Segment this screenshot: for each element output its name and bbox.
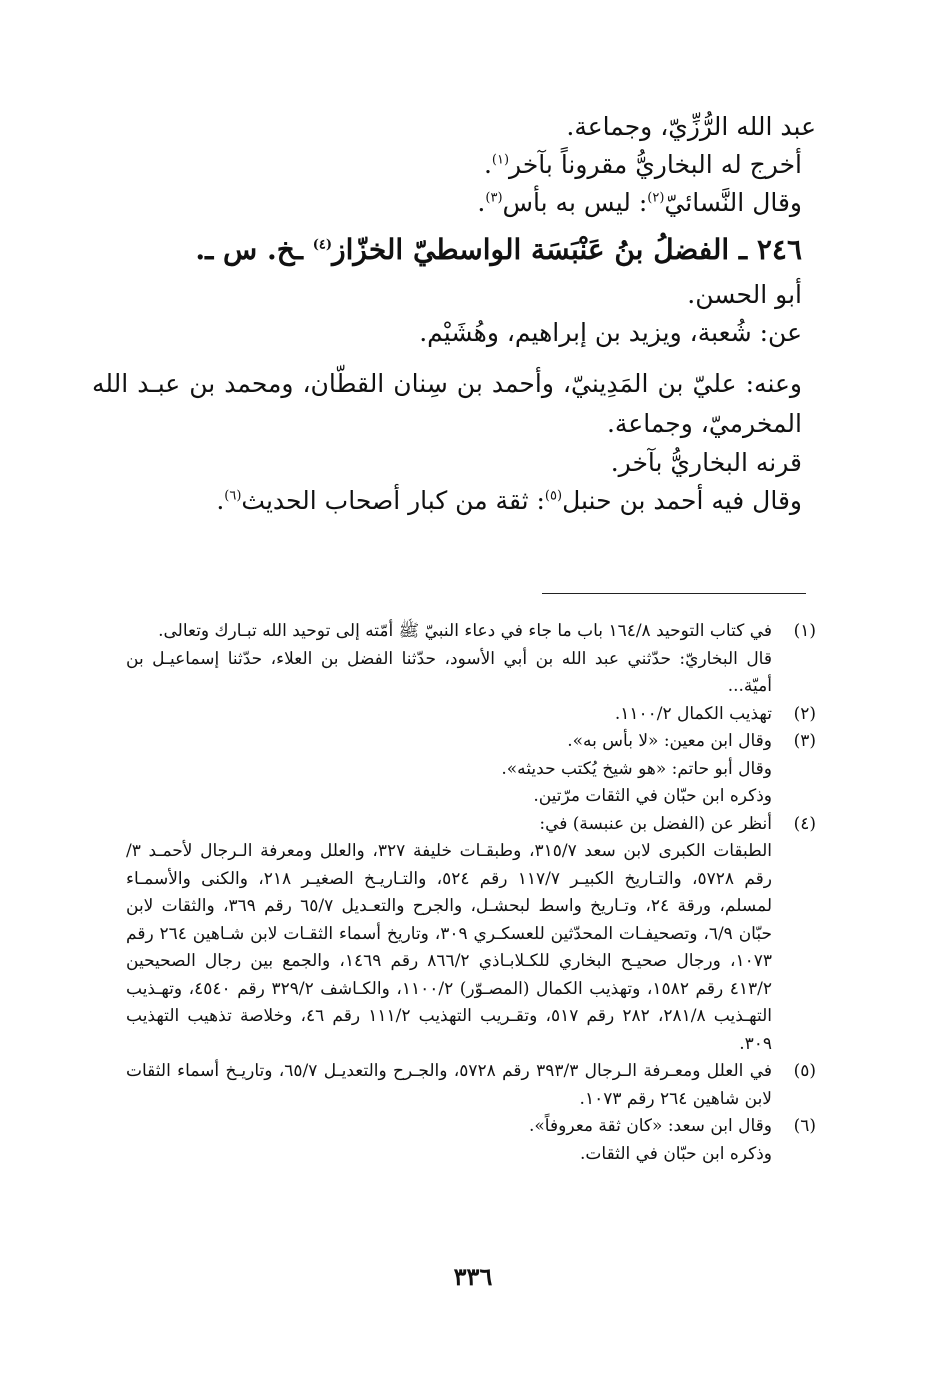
footnotes: [126, 618, 816, 1168]
footnote-number: (٥): [793, 1061, 816, 1081]
footnote-text: الطبقات الكبرى لابن سعد ٣١٥/٧، وطبقـات خليفة ٣٢٧، والعلل ومعرفة الـرجال لأحمـد ٣/ رقم ٥٧٢٨، والتـاريخ الكبيـر ١١٧/٧ رقم ٥٢٤، والتـاريـخ الصغيـر ٢١٨، والكنى والأسمـاء لمسلم، ورقة ٢٤، وتـاريخ واسط لبحشـل، والجرح والتعـديل ٦٥/٧ رقم ٣٦٩، والثقات لابن حبّان ٦/٩، وتصحيفـات المحدّثين للعسكـري ٣٠٩، وتاريخ أسماء الثقـات لابن شـاهين ٢٦٤ رقم ١٠٧٣، ورجال صحيـح البخاري للكـلابـاذي ٨٦٦/٢ رقم ١٤٦٩، والجمع بين رجال الصحيحين ٤١٣/٢ رقم ١٥٨٢، وتهذيب الكمال (المصـوّر) ١١٠٠/٢، والكـاشف ٣٢٩/٢ رقم ٤٥٤٠، وتهـذيب التهـذيب ٢٨١/٨، ٢٨٢ رقم ٥١٧، وتقـريب التهذيب ١١١/٢ رقم ٤٦، وخلاصة تذهيب التهذيب ٣٠٩.: [126, 841, 773, 1054]
page-number: ٣٣٦: [453, 1262, 493, 1291]
text-line-nasai: [116, 184, 816, 222]
footnote-text: أنظر عن (الفضل بن عنبسة) في:: [539, 813, 772, 834]
footnote: [126, 811, 816, 1059]
nasai-verdict: : ليس به بأس: [502, 188, 648, 217]
footnote: [126, 1058, 816, 1113]
footnote-text: في كتاب التوحيد ١٦٤/٨ باب ما جاء في دعاء النبيّ ﷺ أمّته إلى توحيد الله تبـارك وتعالى.: [158, 621, 772, 641]
footnote: [126, 701, 816, 729]
footnote-text: تهذيب الكمال ١١٠٠/٢.: [614, 703, 772, 724]
ahmad-text: وقال فيه أحمد بن حنبل: [562, 486, 802, 515]
footnote-ref[interactable]: (٢): [647, 190, 665, 206]
footnote-text: وذكره ابن حبّان في الثقات.: [580, 1143, 772, 1164]
text-para-students: وعنه: عليّ بن المَدِينيّ، وأحمد بن سِنان القطّان، ومحمد بن عبـد الله المخرميّ، وجماعة.: [92, 369, 802, 438]
entry-title: ٢٤٦ ـ الفضلُ بنُ عَنْبَسَة الواسطيّ الخزّاز: [332, 233, 802, 266]
text-line-continuation: [116, 108, 816, 146]
text-line-ahmad: [116, 482, 816, 520]
text-line-bukhari: [116, 146, 816, 184]
paired-text: قرنه البخاريُّ بآخر.: [610, 448, 802, 477]
main-text: [92, 108, 816, 520]
text-line-paired: [116, 444, 816, 482]
footnote-text: وقال أبو حاتم: «هو شيخ يُكتب حديثه».: [501, 758, 772, 779]
footnote-text: وقال ابن معين: «لا بأس به».: [567, 731, 772, 751]
footnote-number: (٦): [793, 1116, 816, 1136]
footnote-ref[interactable]: (١): [491, 152, 510, 168]
nasai-text: وقال النَّسائيّ: [664, 188, 802, 217]
bukhari-text: أخرج له البخاريُّ مقروناً بآخر: [509, 150, 802, 179]
punctuation: .: [477, 188, 486, 217]
footnote-text: قال البخاريّ: حدّثني عبد الله بن أبي الأسود، حدّثنا الفضل بن العلاء، حدّثنا إسماعيـل بن أميّة...: [126, 648, 772, 696]
punctuation: .: [483, 150, 492, 179]
kunya-text: أبو الحسن.: [687, 280, 802, 309]
entry-sigla: ـخ. س ـ.: [195, 233, 313, 266]
footnote-number: (٣): [793, 731, 816, 751]
footnote-ref[interactable]: (٤): [312, 237, 333, 253]
footnote-text: في العلل ومعـرفة الـرجال ٣٩٣/٣ رقم ٥٧٢٨، والجـرح والتعديـل ٦٥/٧، وتاريـخ أسماء الثقات لابن شاهين ٢٦٤ رقم ١٠٧٣.: [126, 1061, 772, 1109]
spacer: [116, 352, 816, 364]
footnote-text: وذكره ابن حبّان في الثقات مرّتين.: [533, 786, 772, 806]
footnote: [126, 1113, 816, 1168]
footnote-number: (١): [793, 621, 816, 641]
footnote-ref[interactable]: (٣): [485, 190, 503, 206]
footnote-number: (٤): [793, 813, 816, 834]
footnote-text: وقال ابن سعد: «كان ثقة معروفاً».: [529, 1116, 772, 1136]
footnote-divider: [542, 593, 806, 594]
entry-heading: [116, 228, 816, 272]
continuation-text: عبد الله الرُّزِّيّ، وجماعة.: [566, 112, 816, 141]
punctuation: .: [216, 486, 225, 515]
teachers-text: عن: شُعبة، ويزيد بن إبراهيم، وهُشَيْم.: [419, 318, 802, 347]
footnote-number: (٢): [793, 703, 816, 724]
footnote-ref[interactable]: (٥): [544, 488, 563, 504]
footnote-ref[interactable]: (٦): [224, 488, 242, 504]
footnote: [126, 728, 816, 811]
text-line-teachers: [116, 314, 816, 352]
footnote: [126, 618, 816, 701]
ahmad-verdict: : ثقة من كبار أصحاب الحديث: [241, 486, 545, 515]
text-line-kunya: [116, 276, 816, 314]
